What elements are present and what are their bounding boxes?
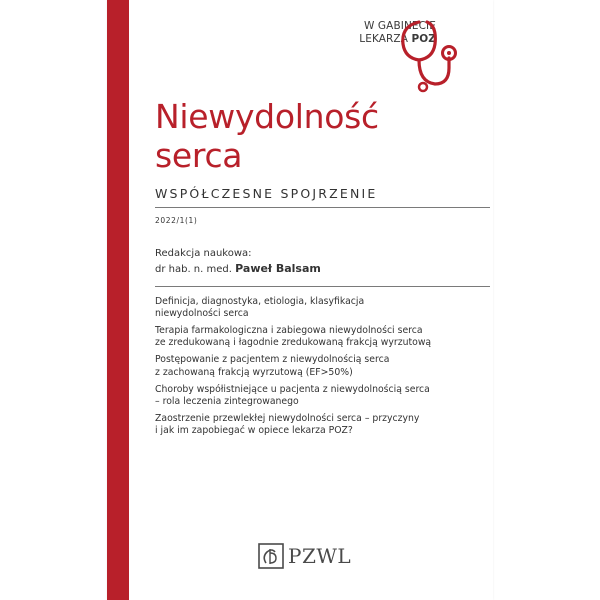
contents-item-line: niewydolności serca [155,308,249,320]
contents-list [155,296,485,442]
title-line-1: Niewydolność [155,97,379,136]
editor-label: Redakcja naukowa: [155,248,252,259]
contents-item-line: ze zredukowaną i łagodnie zredukowaną frakcją wyrzutową [155,337,432,349]
stethoscope-icon [397,20,459,100]
series-line-2-bold: POZ [411,33,436,45]
contents-item-line: – rola leczenia zintegrowanego [155,395,299,407]
contents-item [155,413,485,437]
contents-item [155,325,485,349]
divider-top [155,207,490,208]
contents-item-line: Terapia farmakologiczna i zabiegowa niewydolności serca [155,325,423,337]
pzwl-logo-icon [258,543,284,569]
book-subtitle: WSPÓŁCZESNE SPOJRZENIE [155,186,378,201]
contents-item [155,354,485,378]
contents-item-line: Postępowanie z pacjentem z niewydolnością serca [155,354,390,366]
series-line-1: W GABINECIE [364,20,436,32]
contents-item-line: z zachowaną frakcją wyrzutową (EF>50%) [155,366,353,378]
series-badge [327,20,467,100]
contents-item-line: Zaostrzenie przewlekłej niewydolności serca – przyczyny [155,412,420,424]
title-line-2: serca [155,136,243,175]
contents-item [155,296,485,320]
editor-block [155,246,321,277]
contents-item [155,384,485,408]
contents-item-line: Choroby współistniejące u pacjenta z niewydolnością serca [155,383,430,395]
contents-item-line: i jak im zapobiegać w opiece lekarza POZ? [155,425,353,437]
issue-number: 2022/1(1) [155,216,198,225]
contents-item-line: Definicja, diagnostyka, etiologia, klasyfikacja [155,296,365,307]
divider-bottom [155,286,490,287]
editor-name: Paweł Balsam [235,262,321,275]
series-line-2-prefix: LEKARZA [359,33,412,45]
red-spine-stripe [107,0,129,600]
publisher-name: PZWL [288,544,352,568]
editor-prefix: dr hab. n. med. [155,264,232,275]
book-title [155,97,379,175]
